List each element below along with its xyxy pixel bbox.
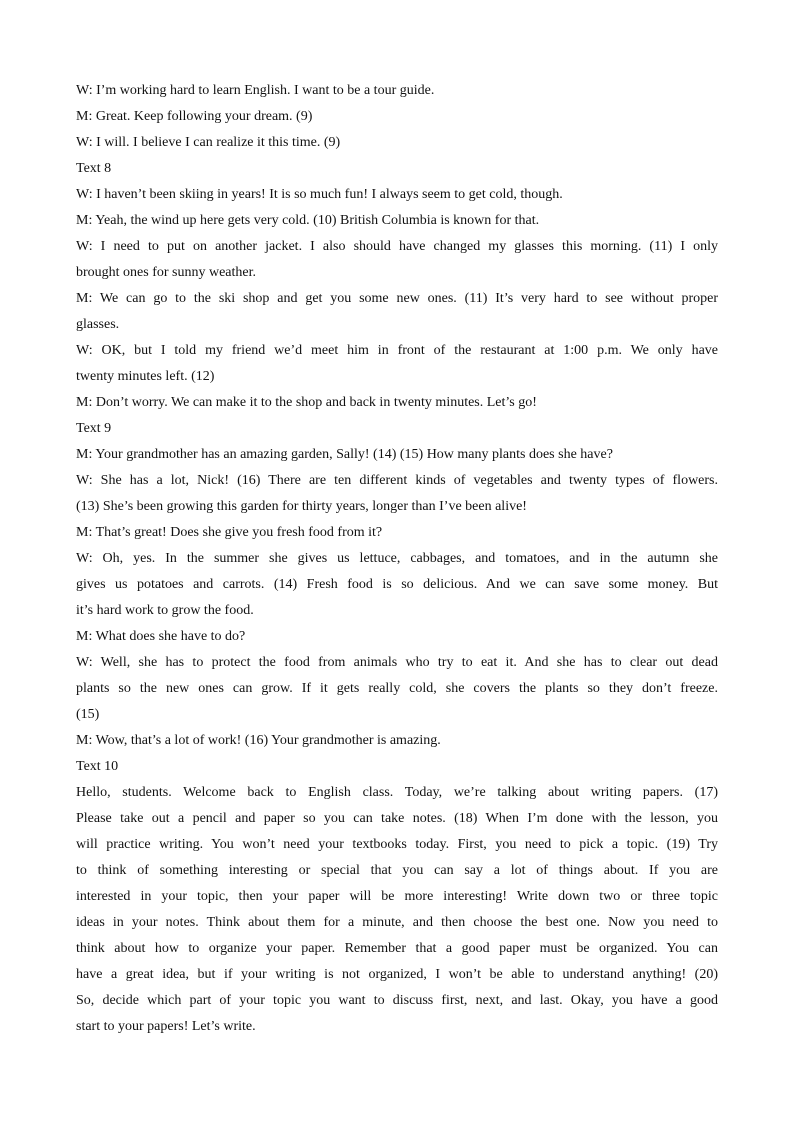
transcript-line: gives us potatoes and carrots. (14) Fresh food is so delicious. And we can save some money. But [76,577,718,592]
transcript-line: M: What does she have to do? [76,629,246,644]
transcript-line: W: I will. I believe I can realize it this time. (9) [76,135,341,150]
transcript-line: W: She has a lot, Nick! (16) There are ten different kinds of vegetables and twenty types of flowers. [76,473,718,488]
transcript-line: interested in your topic, then your paper will be more interesting! Write down two or three topic [76,889,718,904]
transcript-line: M: We can go to the ski shop and get you some new ones. (11) It’s very hard to see without proper [76,291,718,306]
transcript-line: brought ones for sunny weather. [76,265,257,280]
transcript-line: twenty minutes left. (12) [76,369,215,384]
transcript-line: Hello, students. Welcome back to English class. Today, we’re talking about writing papers. (17) [76,785,718,800]
transcript-line: M: Your grandmother has an amazing garden, Sally! (14) (15) How many plants does she have? [76,447,613,462]
transcript-line: M: Don’t worry. We can make it to the shop and back in twenty minutes. Let’s go! [76,395,537,410]
transcript-line: So, decide which part of your topic you want to discuss first, next, and last. Okay, you have a good [76,993,718,1008]
transcript-line: Text 8 [76,161,112,176]
transcript-line: W: Well, she has to protect the food from animals who try to eat it. And she has to clear out dead [76,655,718,670]
transcript-line: Please take out a pencil and paper so you can take notes. (18) When I’m done with the lesson, you [76,811,718,826]
transcript-line: (13) She’s been growing this garden for thirty years, longer than I’ve been alive! [76,499,527,514]
transcript-page [76,78,718,1040]
transcript-line: Text 9 [76,421,112,436]
transcript-line: W: I haven’t been skiing in years! It is so much fun! I always seem to get cold, though. [76,187,563,202]
transcript-line: have a great idea, but if your writing is not organized, I won’t be able to understand anything! (20) [76,967,718,982]
transcript-line: W: OK, but I told my friend we’d meet him in front of the restaurant at 1:00 p.m. We only have [76,343,718,358]
transcript-line: glasses. [76,317,120,332]
transcript-line: M: Great. Keep following your dream. (9) [76,109,313,124]
transcript-line: start to your papers! Let’s write. [76,1019,256,1034]
transcript-line: W: I’m working hard to learn English. I want to be a tour guide. [76,83,435,98]
transcript-line: W: Oh, yes. In the summer she gives us lettuce, cabbages, and tomatoes, and in the autumn she [76,551,718,566]
transcript-line: ideas in your notes. Think about them for a minute, and then choose the best one. Now you need to [76,915,718,930]
transcript-line: will practice writing. You won’t need your textbooks today. First, you need to pick a topic. (19) Try [76,837,718,852]
transcript-line: Text 10 [76,759,119,774]
transcript-line: W: I need to put on another jacket. I also should have changed my glasses this morning. (11) I only [76,239,718,254]
transcript-line: think about how to organize your paper. Remember that a good paper must be organized. You can [76,941,718,956]
transcript-line: M: Wow, that’s a lot of work! (16) Your grandmother is amazing. [76,733,441,748]
transcript-line: plants so the new ones can grow. If it gets really cold, she covers the plants so they don’t freeze. [76,681,718,696]
transcript-line: M: That’s great! Does she give you fresh food from it? [76,525,383,540]
transcript-line: M: Yeah, the wind up here gets very cold. (10) British Columbia is known for that. [76,213,540,228]
transcript-line: (15) [76,707,100,722]
transcript-line: it’s hard work to grow the food. [76,603,254,618]
transcript-line: to think of something interesting or special that you can say a lot of things about. If you are [76,863,718,878]
